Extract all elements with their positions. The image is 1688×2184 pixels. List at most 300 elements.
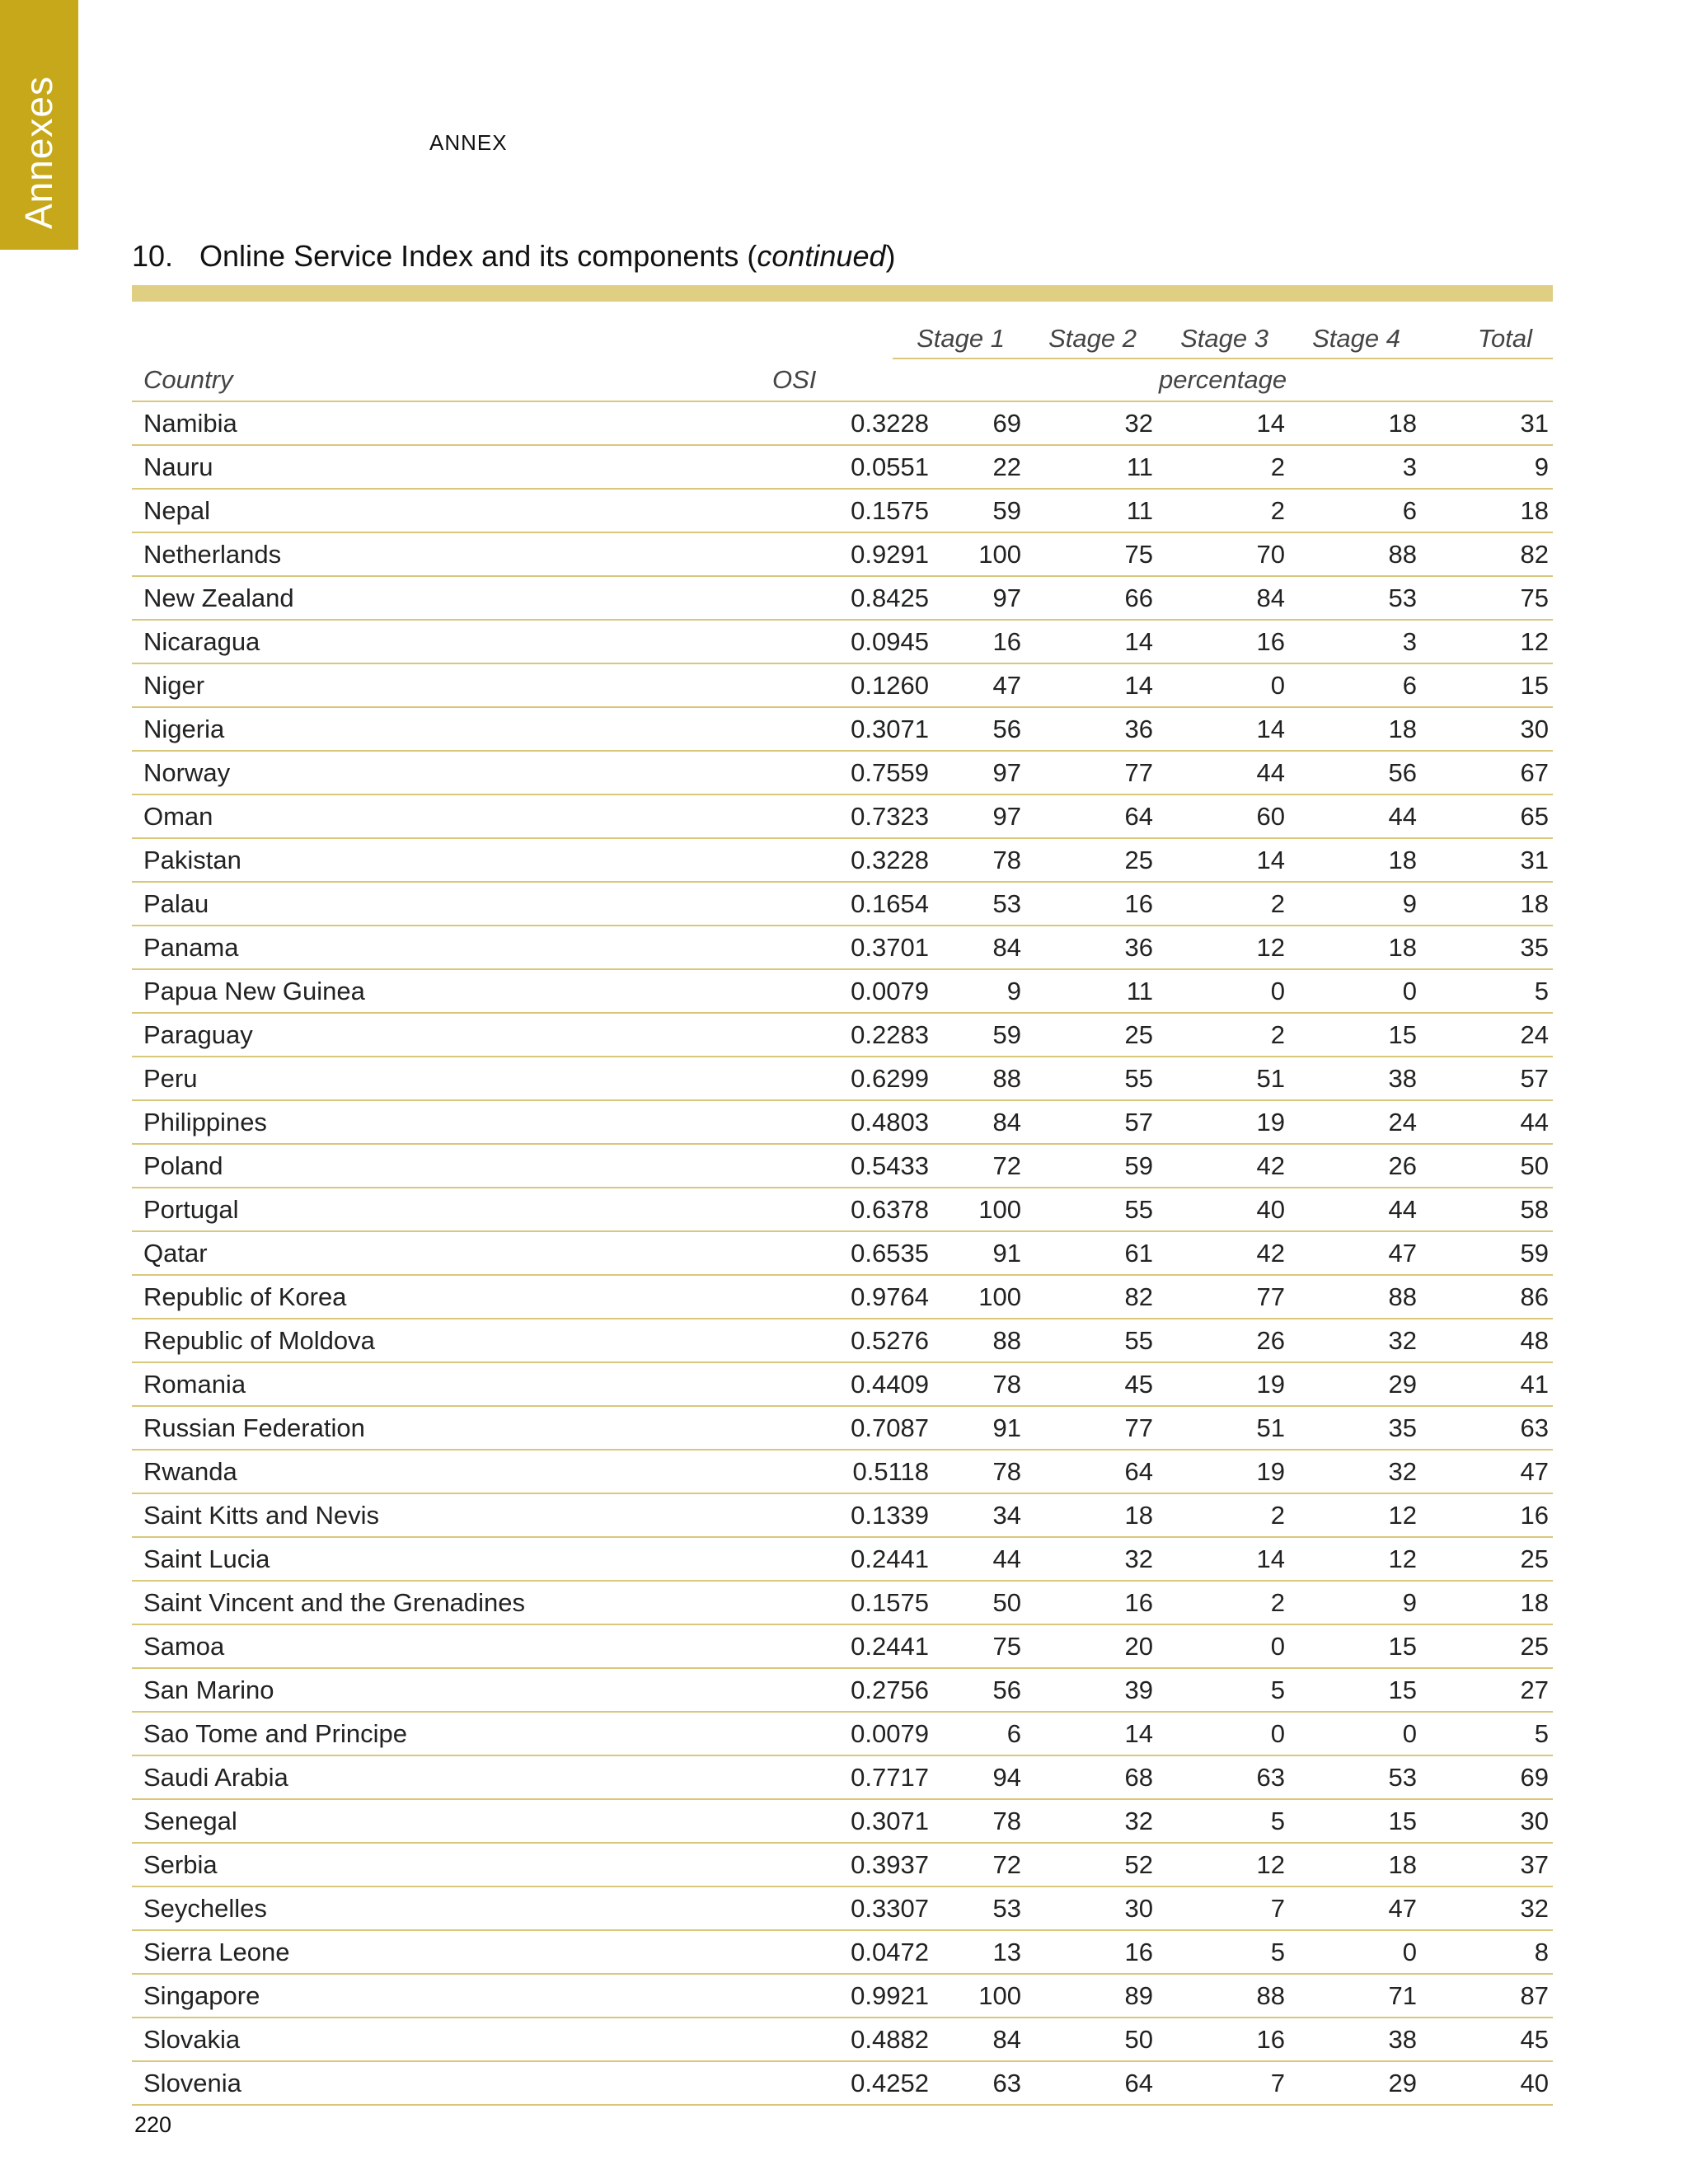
total-cell: 86 (1520, 1282, 1549, 1311)
table-header-columns (132, 359, 1553, 402)
osi-cell: 0.9291 (851, 540, 929, 569)
stage-2-cell: 16 (1124, 1938, 1153, 1966)
stage-3-cell: 44 (1256, 758, 1285, 787)
country-cell: Portugal (143, 1195, 239, 1224)
table-row (132, 795, 1553, 839)
total-cell: 57 (1520, 1064, 1549, 1093)
title-rule (132, 285, 1553, 302)
country-cell: Saudi Arabia (143, 1763, 288, 1792)
osi-cell: 0.2283 (851, 1020, 929, 1049)
running-head: ANNEX (429, 130, 508, 155)
total-cell: 15 (1520, 671, 1549, 700)
osi-cell: 0.7087 (851, 1413, 929, 1442)
header-stage-3: Stage 3 (1180, 324, 1268, 353)
stage-4-cell: 53 (1388, 583, 1417, 612)
stage-1-cell: 100 (978, 540, 1021, 569)
stage-2-cell: 55 (1124, 1326, 1153, 1355)
total-cell: 25 (1520, 1544, 1549, 1573)
total-cell: 63 (1520, 1413, 1549, 1442)
osi-cell: 0.1575 (851, 1588, 929, 1617)
total-cell: 75 (1520, 583, 1549, 612)
header-total: Total (1477, 324, 1532, 353)
stage-3-cell: 14 (1256, 409, 1285, 438)
country-cell: Samoa (143, 1632, 225, 1661)
stage-2-cell: 61 (1124, 1239, 1153, 1268)
country-cell: Seychelles (143, 1894, 267, 1923)
country-cell: Sierra Leone (143, 1938, 290, 1966)
stage-4-cell: 18 (1388, 409, 1417, 438)
stage-1-cell: 100 (978, 1282, 1021, 1311)
osi-cell: 0.0079 (851, 1719, 929, 1748)
stage-4-cell: 18 (1388, 933, 1417, 962)
stage-2-cell: 45 (1124, 1370, 1153, 1399)
stage-3-cell: 14 (1256, 715, 1285, 743)
stage-1-cell: 94 (992, 1763, 1021, 1792)
table-row (132, 1887, 1553, 1931)
stage-2-cell: 75 (1124, 540, 1153, 569)
stage-2-cell: 64 (1124, 2069, 1153, 2097)
stage-4-cell: 9 (1402, 1588, 1417, 1617)
osi-cell: 0.3071 (851, 715, 929, 743)
header-osi: OSI (772, 365, 817, 394)
stage-1-cell: 84 (992, 933, 1021, 962)
osi-cell: 0.1260 (851, 671, 929, 700)
total-cell: 67 (1520, 758, 1549, 787)
total-cell: 18 (1520, 889, 1549, 918)
stage-1-cell: 59 (992, 1020, 1021, 1049)
country-cell: Pakistan (143, 846, 241, 874)
country-cell: Nauru (143, 452, 213, 481)
country-cell: Nepal (143, 496, 210, 525)
stage-3-cell: 0 (1270, 977, 1285, 1005)
stage-2-cell: 32 (1124, 409, 1153, 438)
total-cell: 30 (1520, 1807, 1549, 1835)
table-row (132, 1669, 1553, 1713)
stage-2-cell: 11 (1126, 496, 1153, 525)
osi-cell: 0.7717 (851, 1763, 929, 1792)
stage-1-cell: 53 (992, 889, 1021, 918)
total-cell: 87 (1520, 1981, 1549, 2010)
osi-cell: 0.1654 (851, 889, 929, 918)
stage-2-cell: 64 (1124, 1457, 1153, 1486)
stage-1-cell: 72 (992, 1850, 1021, 1879)
stage-3-cell: 19 (1256, 1108, 1285, 1137)
stage-4-cell: 47 (1388, 1894, 1417, 1923)
header-percentage: percentage (1159, 365, 1287, 394)
table-row (132, 1931, 1553, 1975)
stage-4-cell: 18 (1388, 715, 1417, 743)
country-cell: Saint Kitts and Nevis (143, 1501, 380, 1530)
osi-cell: 0.4882 (851, 2025, 929, 2054)
header-country: Country (143, 365, 233, 394)
table-row (132, 1756, 1553, 1800)
stage-3-cell: 51 (1256, 1413, 1285, 1442)
stage-4-cell: 38 (1388, 2025, 1417, 2054)
osi-cell: 0.8425 (851, 583, 929, 612)
stage-3-cell: 12 (1256, 933, 1285, 962)
country-cell: Oman (143, 802, 213, 831)
stage-3-cell: 70 (1256, 540, 1285, 569)
stage-3-cell: 7 (1270, 2069, 1285, 2097)
table-header-stages (132, 318, 1553, 359)
table-row (132, 752, 1553, 795)
total-cell: 18 (1520, 496, 1549, 525)
country-cell: Papua New Guinea (143, 977, 365, 1005)
stage-1-cell: 75 (992, 1632, 1021, 1661)
stage-3-cell: 60 (1256, 802, 1285, 831)
stage-4-cell: 44 (1388, 1195, 1417, 1224)
country-cell: Peru (143, 1064, 198, 1093)
stage-4-cell: 32 (1388, 1326, 1417, 1355)
total-cell: 35 (1520, 933, 1549, 962)
total-cell: 69 (1520, 1763, 1549, 1792)
country-cell: Panama (143, 933, 239, 962)
table-row (132, 1625, 1553, 1669)
total-cell: 30 (1520, 715, 1549, 743)
country-cell: Singapore (143, 1981, 260, 2010)
stage-3-cell: 42 (1256, 1239, 1285, 1268)
stage-4-cell: 26 (1388, 1151, 1417, 1180)
stage-2-cell: 11 (1126, 977, 1153, 1005)
stage-4-cell: 3 (1402, 627, 1417, 656)
country-cell: Serbia (143, 1850, 218, 1879)
total-cell: 8 (1534, 1938, 1549, 1966)
country-cell: Palau (143, 889, 209, 918)
table-title-continued: continued (757, 239, 886, 273)
stage-2-cell: 57 (1124, 1108, 1153, 1137)
stage-1-cell: 84 (992, 1108, 1021, 1137)
country-cell: Slovakia (143, 2025, 241, 2054)
table-row (132, 1713, 1553, 1756)
total-cell: 41 (1520, 1370, 1549, 1399)
stage-4-cell: 12 (1388, 1501, 1417, 1530)
stage-1-cell: 63 (992, 2069, 1021, 2097)
stage-3-cell: 2 (1270, 452, 1285, 481)
stage-1-cell: 16 (992, 627, 1021, 656)
stage-2-cell: 14 (1124, 1719, 1153, 1748)
stage-1-cell: 47 (992, 671, 1021, 700)
country-cell: Nigeria (143, 715, 225, 743)
osi-cell: 0.3937 (851, 1850, 929, 1879)
stage-4-cell: 6 (1402, 671, 1417, 700)
stage-2-cell: 32 (1124, 1544, 1153, 1573)
total-cell: 5 (1534, 977, 1549, 1005)
total-cell: 50 (1520, 1151, 1549, 1180)
osi-cell: 0.3228 (851, 846, 929, 874)
osi-cell: 0.3228 (851, 409, 929, 438)
osi-cell: 0.5118 (852, 1457, 929, 1486)
table-row (132, 446, 1553, 490)
stage-1-cell: 91 (992, 1239, 1021, 1268)
stage-1-cell: 97 (992, 583, 1021, 612)
country-cell: Namibia (143, 409, 237, 438)
table-title (132, 239, 896, 274)
stage-4-cell: 88 (1388, 540, 1417, 569)
osi-cell: 0.4252 (851, 2069, 929, 2097)
header-stage-2: Stage 2 (1048, 324, 1137, 353)
annexes-side-tab (0, 0, 78, 250)
table-row (132, 1407, 1553, 1451)
stage-2-cell: 20 (1124, 1632, 1153, 1661)
stage-2-cell: 32 (1124, 1807, 1153, 1835)
country-cell: Philippines (143, 1108, 267, 1137)
stage-1-cell: 88 (992, 1064, 1021, 1093)
osi-cell: 0.2441 (851, 1544, 929, 1573)
country-cell: Russian Federation (143, 1413, 365, 1442)
stage-1-cell: 91 (992, 1413, 1021, 1442)
country-cell: Niger (143, 671, 205, 700)
stage-4-cell: 24 (1388, 1108, 1417, 1137)
table-row (132, 577, 1553, 621)
table-row (132, 1582, 1553, 1625)
stage-1-cell: 50 (992, 1588, 1021, 1617)
stage-4-cell: 71 (1388, 1981, 1417, 2010)
stage-2-cell: 77 (1124, 1413, 1153, 1442)
stage-2-cell: 55 (1124, 1195, 1153, 1224)
table-row (132, 1188, 1553, 1232)
osi-cell: 0.9921 (851, 1981, 929, 2010)
stage-3-cell: 2 (1270, 1588, 1285, 1617)
stage-1-cell: 78 (992, 1457, 1021, 1486)
total-cell: 18 (1520, 1588, 1549, 1617)
osi-cell: 0.0551 (851, 452, 929, 481)
country-cell: Rwanda (143, 1457, 237, 1486)
stage-1-cell: 88 (992, 1326, 1021, 1355)
table-row (132, 621, 1553, 664)
stage-4-cell: 29 (1388, 1370, 1417, 1399)
osi-cell: 0.6535 (851, 1239, 929, 1268)
stage-4-cell: 0 (1402, 1719, 1417, 1748)
country-cell: Republic of Moldova (143, 1326, 375, 1355)
stage-2-cell: 11 (1126, 452, 1153, 481)
osi-cell: 0.1339 (851, 1501, 929, 1530)
stage-2-cell: 39 (1124, 1675, 1153, 1704)
osi-cell: 0.0079 (851, 977, 929, 1005)
total-cell: 24 (1520, 1020, 1549, 1049)
osi-cell: 0.2756 (851, 1675, 929, 1704)
stage-3-cell: 0 (1270, 1719, 1285, 1748)
table-row (132, 1363, 1553, 1407)
osi-cell: 0.5276 (851, 1326, 929, 1355)
stage-2-cell: 82 (1124, 1282, 1153, 1311)
stage-1-cell: 72 (992, 1151, 1021, 1180)
total-cell: 37 (1520, 1850, 1549, 1879)
stage-4-cell: 35 (1388, 1413, 1417, 1442)
total-cell: 82 (1520, 540, 1549, 569)
stage-4-cell: 12 (1388, 1544, 1417, 1573)
osi-cell: 0.7559 (851, 758, 929, 787)
country-cell: Romania (143, 1370, 246, 1399)
stage-3-cell: 2 (1270, 1501, 1285, 1530)
table-title-close: ) (885, 239, 896, 273)
stage-3-cell: 77 (1256, 1282, 1285, 1311)
stage-2-cell: 52 (1124, 1850, 1153, 1879)
table-row (132, 1057, 1553, 1101)
stage-1-cell: 100 (978, 1195, 1021, 1224)
stage-2-cell: 77 (1124, 758, 1153, 787)
table-row (132, 926, 1553, 970)
stage-1-cell: 84 (992, 2025, 1021, 2054)
stage-3-cell: 2 (1270, 496, 1285, 525)
table-row (132, 883, 1553, 926)
country-cell: Republic of Korea (143, 1282, 347, 1311)
stage-3-cell: 84 (1256, 583, 1285, 612)
total-cell: 58 (1520, 1195, 1549, 1224)
country-cell: Nicaragua (143, 627, 260, 656)
osi-cell: 0.3701 (851, 933, 929, 962)
country-cell: San Marino (143, 1675, 274, 1704)
stage-4-cell: 18 (1388, 1850, 1417, 1879)
table-row (132, 533, 1553, 577)
stage-1-cell: 78 (992, 846, 1021, 874)
table-row (132, 970, 1553, 1014)
table-row (132, 1014, 1553, 1057)
stage-3-cell: 2 (1270, 1020, 1285, 1049)
side-tab-label: Annexes (17, 75, 60, 230)
country-cell: Slovenia (143, 2069, 241, 2097)
stage-2-cell: 25 (1124, 1020, 1153, 1049)
stage-4-cell: 6 (1402, 496, 1417, 525)
country-cell: Qatar (143, 1239, 208, 1268)
stage-3-cell: 63 (1256, 1763, 1285, 1792)
country-cell: New Zealand (143, 583, 294, 612)
table-row (132, 1844, 1553, 1887)
total-cell: 9 (1534, 452, 1549, 481)
total-cell: 48 (1520, 1326, 1549, 1355)
stage-3-cell: 5 (1270, 1675, 1285, 1704)
stage-4-cell: 3 (1402, 452, 1417, 481)
stage-4-cell: 15 (1388, 1020, 1417, 1049)
table-row (132, 402, 1553, 446)
stage-3-cell: 16 (1256, 2025, 1285, 2054)
header-stage-4: Stage 4 (1312, 324, 1400, 353)
stage-1-cell: 6 (1006, 1719, 1021, 1748)
osi-cell: 0.0472 (851, 1938, 929, 1966)
stage-4-cell: 88 (1388, 1282, 1417, 1311)
osi-cell: 0.2441 (851, 1632, 929, 1661)
stage-1-cell: 56 (992, 1675, 1021, 1704)
total-cell: 31 (1520, 846, 1549, 874)
osi-cell: 0.5433 (851, 1151, 929, 1180)
total-cell: 65 (1520, 802, 1549, 831)
country-cell: Norway (143, 758, 231, 787)
stage-4-cell: 53 (1388, 1763, 1417, 1792)
osi-cell: 0.9764 (851, 1282, 929, 1311)
total-cell: 32 (1520, 1894, 1549, 1923)
country-cell: Poland (143, 1151, 223, 1180)
stage-2-cell: 18 (1124, 1501, 1153, 1530)
total-cell: 27 (1520, 1675, 1549, 1704)
stage-1-cell: 78 (992, 1370, 1021, 1399)
total-cell: 45 (1520, 2025, 1549, 2054)
stage-1-cell: 34 (992, 1501, 1021, 1530)
stage-4-cell: 9 (1402, 889, 1417, 918)
stage-1-cell: 97 (992, 802, 1021, 831)
table-row (132, 1975, 1553, 2018)
osi-cell: 0.7323 (851, 802, 929, 831)
table-row (132, 708, 1553, 752)
stage-1-cell: 9 (1006, 977, 1021, 1005)
stage-3-cell: 26 (1256, 1326, 1285, 1355)
table-row (132, 1494, 1553, 1538)
stage-3-cell: 16 (1256, 627, 1285, 656)
stage-2-cell: 59 (1124, 1151, 1153, 1180)
header-stage-1: Stage 1 (917, 324, 1005, 353)
table-row (132, 2018, 1553, 2062)
osi-cell: 0.1575 (851, 496, 929, 525)
stage-3-cell: 40 (1256, 1195, 1285, 1224)
table-body (132, 402, 1553, 2106)
table-row (132, 1101, 1553, 1145)
stage-3-cell: 14 (1256, 1544, 1285, 1573)
table-row (132, 2062, 1553, 2106)
stage-4-cell: 32 (1388, 1457, 1417, 1486)
osi-cell: 0.0945 (851, 627, 929, 656)
stage-4-cell: 38 (1388, 1064, 1417, 1093)
total-cell: 40 (1520, 2069, 1549, 2097)
table-row (132, 1800, 1553, 1844)
stage-4-cell: 56 (1388, 758, 1417, 787)
country-cell: Saint Vincent and the Grenadines (143, 1588, 526, 1617)
osi-cell: 0.3307 (851, 1894, 929, 1923)
stage-4-cell: 15 (1388, 1632, 1417, 1661)
total-cell: 16 (1520, 1501, 1549, 1530)
osi-cell: 0.3071 (851, 1807, 929, 1835)
stage-2-cell: 30 (1124, 1894, 1153, 1923)
country-cell: Senegal (143, 1807, 237, 1835)
stage-3-cell: 7 (1270, 1894, 1285, 1923)
stage-4-cell: 15 (1388, 1675, 1417, 1704)
osi-cell: 0.4803 (851, 1108, 929, 1137)
table-number: 10. (132, 239, 174, 273)
stage-2-cell: 64 (1124, 802, 1153, 831)
stage-3-cell: 19 (1256, 1370, 1285, 1399)
stage-3-cell: 0 (1270, 1632, 1285, 1661)
stage-4-cell: 44 (1388, 802, 1417, 831)
stage-1-cell: 59 (992, 496, 1021, 525)
stage-3-cell: 42 (1256, 1151, 1285, 1180)
stage-3-cell: 51 (1256, 1064, 1285, 1093)
stage-3-cell: 88 (1256, 1981, 1285, 2010)
stage-3-cell: 12 (1256, 1850, 1285, 1879)
stage-2-cell: 68 (1124, 1763, 1153, 1792)
stage-2-cell: 25 (1124, 846, 1153, 874)
stage-1-cell: 53 (992, 1894, 1021, 1923)
stage-2-cell: 14 (1124, 671, 1153, 700)
stage-3-cell: 14 (1256, 846, 1285, 874)
stage-4-cell: 15 (1388, 1807, 1417, 1835)
stage-4-cell: 0 (1402, 1938, 1417, 1966)
stage-1-cell: 100 (978, 1981, 1021, 2010)
table-row (132, 1232, 1553, 1276)
total-cell: 31 (1520, 409, 1549, 438)
stage-2-cell: 50 (1124, 2025, 1153, 2054)
stage-1-cell: 97 (992, 758, 1021, 787)
osi-cell: 0.6299 (851, 1064, 929, 1093)
stage-2-cell: 36 (1124, 933, 1153, 962)
stage-2-cell: 55 (1124, 1064, 1153, 1093)
total-cell: 25 (1520, 1632, 1549, 1661)
total-cell: 44 (1520, 1108, 1549, 1137)
stage-2-cell: 66 (1124, 583, 1153, 612)
table-row (132, 1145, 1553, 1188)
stage-4-cell: 18 (1388, 846, 1417, 874)
table-row (132, 664, 1553, 708)
stage-4-cell: 47 (1388, 1239, 1417, 1268)
stage-2-cell: 16 (1124, 889, 1153, 918)
country-cell: Paraguay (143, 1020, 253, 1049)
total-cell: 12 (1520, 627, 1549, 656)
